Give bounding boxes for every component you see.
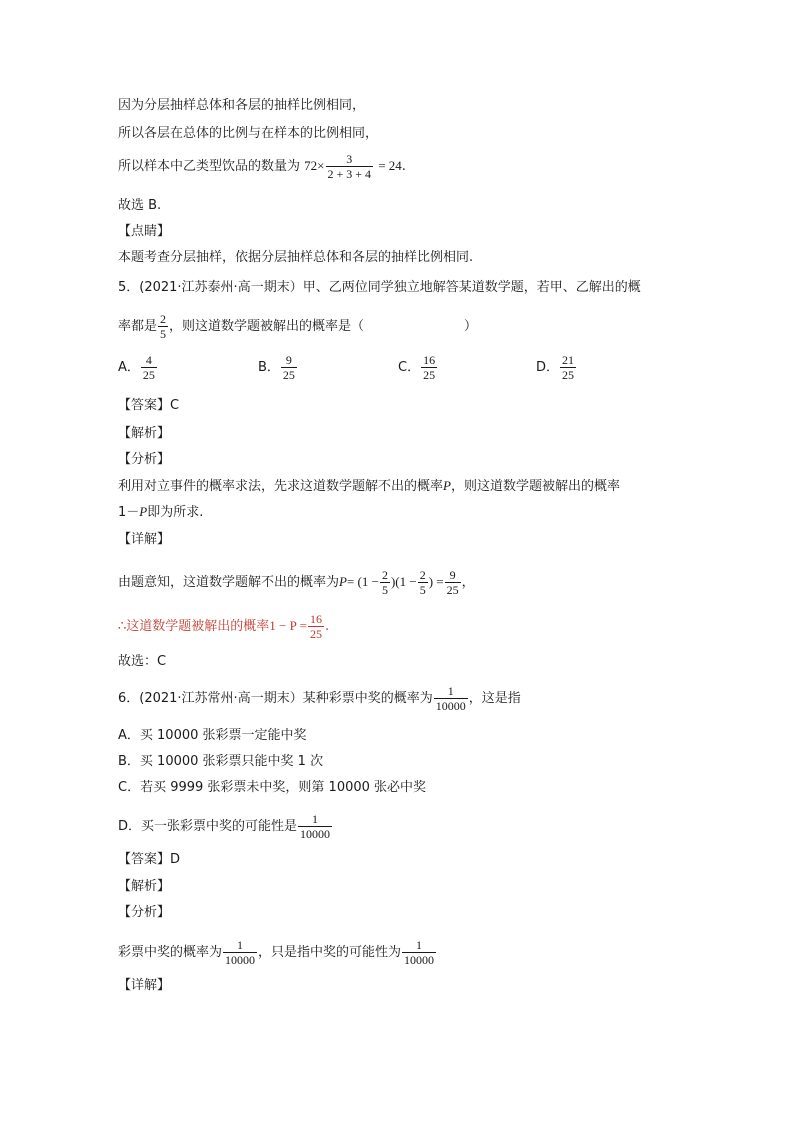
text-line: ∴这道数学题被解出的概率1 − P = $\frac{16}{25}$ . <box>118 612 330 641</box>
text-line: 所以样本中乙类型饮品的数量为 72× $\frac{3}{2 + 3 + 4}$ = 24. <box>118 152 406 181</box>
analysis-label: 【解析】 <box>118 879 171 894</box>
text-line: 利用对立事件的概率求法，先求这道数学题解不出的概率P，则这道数学题被解出的概率 <box>118 478 620 494</box>
analysis-label: 【解析】 <box>118 426 171 441</box>
text-line: 彩票中奖的概率为 $\frac{1}{10000}$ ，只是指中奖的可能性为 $\frac{1}{10000}$ <box>118 938 435 967</box>
question-6-stem: 6．(2021·江苏常州·高一期末）某种彩票中奖的概率为 $\frac{1}{10000}$ ，这是指 <box>118 684 521 713</box>
text-line: 因为分层抽样总体和各层的抽样比例相同， <box>118 98 366 113</box>
option-c: C．若买 9999 张彩票未中奖，则第 10000 张必中奖 <box>118 780 427 795</box>
option-c: C． $\frac{16}{25}$ <box>398 353 436 382</box>
question-5-stem: 5．(2021·江苏泰州·高一期末）甲、乙两位同学独立地解答某道数学题，若甲、乙解出的概 <box>118 280 641 295</box>
question-5-stem-cont: 率都是 $\frac{2}{5}$ ，则这道数学题被解出的概率是（ ） <box>118 312 478 341</box>
option-b: B． $\frac{9}{25}$ <box>258 353 295 382</box>
text-line: 故选 B. <box>118 198 162 213</box>
analysis-sub-label: 【分析】 <box>118 452 171 467</box>
detail-label: 【详解】 <box>118 532 171 547</box>
option-a: A．买 10000 张彩票一定能中奖 <box>118 728 307 743</box>
analysis-sub-label: 【分析】 <box>118 905 171 920</box>
section-heading: 【点睛】 <box>118 224 171 239</box>
answer-label: 【答案】D <box>118 852 181 867</box>
text-line: 本题考查分层抽样，依据分层抽样总体和各层的抽样比例相同. <box>118 250 474 265</box>
option-a: A． $\frac{4}{25}$ <box>118 353 155 382</box>
text-line: 由题意知，这道数学题解不出的概率为P= (1 − $\frac{2}{5}$ )(1 − $\frac{2}{5}$ ) = $\frac{9}{25}$ ， <box>118 568 475 597</box>
option-b: B．买 10000 张彩票只能中奖 1 次 <box>118 754 324 769</box>
fraction: $\frac{2}{5}$ <box>160 312 167 341</box>
text-line: 所以各层在总体的比例与在样本的比例相同， <box>118 126 379 141</box>
detail-label: 【详解】 <box>118 978 171 993</box>
option-d: D．买一张彩票中奖的可能性是 $\frac{1}{10000}$ <box>118 812 331 841</box>
option-d: D． $\frac{21}{25}$ <box>536 353 575 382</box>
text-line: 1－P即为所求. <box>118 504 204 520</box>
answer-label: 【答案】C <box>118 398 180 413</box>
text-line: 故选：C <box>118 654 167 669</box>
fraction: $\frac{3}{2 + 3 + 4}$ <box>327 152 372 181</box>
